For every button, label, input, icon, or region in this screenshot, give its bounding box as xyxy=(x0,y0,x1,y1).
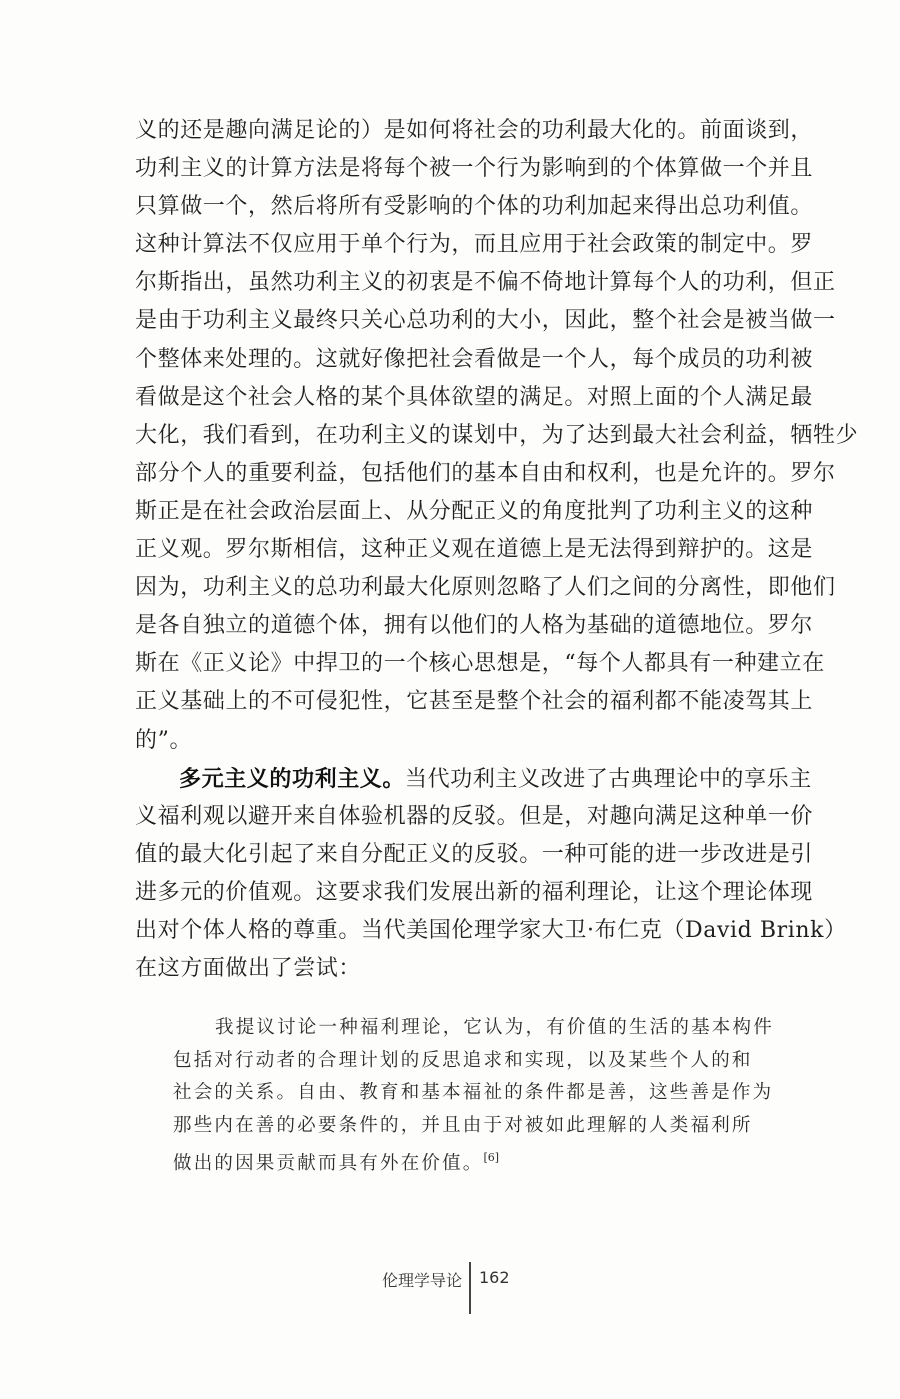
text-line: 义福利观以避开来自体验机器的反驳。但是，对趣向满足这种单一价 xyxy=(135,803,814,829)
text-line: 正义基础上的不可侵犯性，它甚至是整个社会的福利都不能凌驾其上 xyxy=(135,689,814,715)
text-line: 功利主义的计算方法是将每个被一个行为影响到的个体算做一个并且 xyxy=(135,156,814,182)
text-line: 只算做一个，然后将所有受影响的个体的功利加起来得出总功利值。 xyxy=(135,194,814,220)
text-line: 因为，功利主义的总功利最大化原则忽略了人们之间的分离性，即他们 xyxy=(135,575,836,601)
quote-line: 那些内在善的必要条件的，并且由于对被如此理解的人类福利所 xyxy=(173,1114,753,1136)
text-line: 尔斯指出，虽然功利主义的初衷是不偏不倚地计算每个人的功利，但正 xyxy=(135,270,836,296)
running-title: 伦理学导论 xyxy=(381,1271,462,1290)
footer-divider xyxy=(469,1262,471,1314)
text-line: 个整体来处理的。这就好像把社会看做是一个人，每个成员的功利被 xyxy=(135,346,814,372)
text-line: 出对个体人格的尊重。当代美国伦理学家大卫·布仁克（David Brink） xyxy=(135,917,847,943)
text-line: 值的最大化引起了来自分配正义的反驳。一种可能的进一步改进是引 xyxy=(135,841,814,867)
text-line: 看做是这个社会人格的某个具体欲望的满足。对照上面的个人满足最 xyxy=(135,384,814,410)
text-span: 做出的因果贡献而具有外在价值。 xyxy=(173,1153,484,1174)
paragraph-first-line xyxy=(135,760,835,798)
quote-line: 包括对行动者的合理计划的反思追求和实现，以及某些个人的和 xyxy=(173,1049,753,1071)
main-text-block xyxy=(135,112,859,988)
text-line: 义的还是趣向满足论的）是如何将社会的功利最大化的。前面谈到， xyxy=(135,118,814,143)
text-line: 斯正是在社会政治层面上、从分配正义的角度批判了功利主义的这种 xyxy=(135,498,814,524)
text-line: 大化，我们看到，在功利主义的谋划中，为了达到最大社会利益，牺牲少 xyxy=(135,422,859,448)
block-quote xyxy=(173,1012,833,1175)
footnote-reference[interactable]: [6] xyxy=(483,1151,500,1164)
text-line: 正义观。罗尔斯相信，这种正义观在道德上是无法得到辩护的。这是 xyxy=(135,537,814,563)
page-footer xyxy=(0,1262,900,1322)
text-line: 部分个人的重要利益，包括他们的基本自由和权利，也是允许的。罗尔 xyxy=(135,460,836,486)
text-line: 这种计算法不仅应用于单个行为，而且应用于社会政策的制定中。罗 xyxy=(135,232,814,258)
text-line: 进多元的价值观。这要求我们发展出新的福利理论，让这个理论体现 xyxy=(135,879,814,905)
page-number: 162 xyxy=(479,1268,510,1287)
text-line: 的”。 xyxy=(135,727,193,753)
quote-line-last xyxy=(173,1142,833,1175)
text-line: 是各自独立的道德个体，拥有以他们的人格为基础的道德地位。罗尔 xyxy=(135,613,814,639)
text-line: 是由于功利主义最终只关心总功利的大小，因此，整个社会是被当做一 xyxy=(135,308,836,334)
text-line: 在这方面做出了尝试： xyxy=(135,956,362,982)
text-span: 当代功利主义改进了古典理论中的享乐主 xyxy=(405,766,812,792)
section-lead-term: 多元主义的功利主义。 xyxy=(179,765,406,792)
quote-line: 我提议讨论一种福利理论，它认为，有价值的生活的基本构件 xyxy=(215,1017,774,1038)
text-line: 斯在《正义论》中捍卫的一个核心思想是，“每个人都具有一种建立在 xyxy=(135,651,825,677)
quote-line: 社会的关系。自由、教育和基本福祉的条件都是善，这些善是作为 xyxy=(173,1082,774,1103)
